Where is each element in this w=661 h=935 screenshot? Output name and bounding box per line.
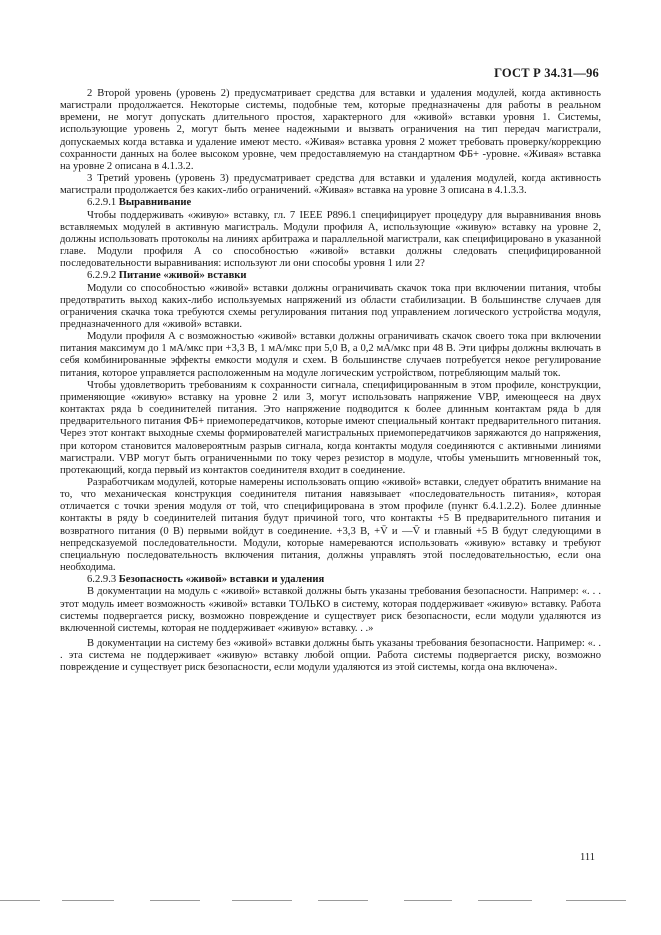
- section-6-2-9-2-paragraph-4: Разработчикам модулей, которые намерены использовать опцию «живой» вставки, следует обратить внимание на то, что механическая конструкция соединителя питания навязывает «последовательность питания», которая отличается с точки зрения модуля от той, что специфицирована в этом профиле (пункт 6.4.1.2.2). Более длинные контакты в ряду b соединителей питания будут причиной того, что контакты +5 В предварительного питания и возвратного питания (0 В) первыми войдут в соединение. +3,3 В, +V̄ и —V̄ и главный +5 В будут следующими в непредсказуемой последовательности. Модули, которые намереваются использовать «живую» вставку и требуют специальную последовательность включения питания, должны управлять этой последовательностью, если она необходима.: [60, 477, 601, 574]
- footer-rule-segment: [0, 900, 40, 901]
- section-6-2-9-2-paragraph-3: Чтобы удовлетворить требованиям к сохранности сигнала, специфицированным в этом профиле, конструкции, применяющие «живую» вставку на уровне 2 или 3, могут использовать напряжение VBP, имеющееся на двух контактах ряда b соединителей питания. Это напряжение подводится к более длинным контактам ряда b для предварительного питания ФБ+ приемопередатчиков, которые имеют специальный контакт предварительного питания. Через этот контакт выходные схемы формирователей магистральных приемопередатчиков заряжаются до напряжения, при котором становится маловероятным разрыв сигнала, когда контакты модуля соединяются с активными линиями магистрали. VBP могут быть ограниченными по току через резистор в модуле, чтобы уменьшить мгновенный ток, протекающий, когда первый из контактов соединителя входит в соединение.: [60, 379, 601, 476]
- section-6-2-9-2-paragraph-1: Модули со способностью «живой» вставки должны ограничивать скачок тока при включении питания, чтобы предотвратить выход каких-либо используемых напряжений из области стабилизации. В большинстве случаев для ограничения скачка тока требуются схемы регулирования питания под управлением логического устройства модуля, предназначенного для «живой» вставки.: [60, 282, 601, 330]
- footer-rule-segment: [404, 900, 452, 901]
- section-6-2-9-3-paragraph-1: В документации на модуль с «живой» вставкой должны быть указаны требования безопасности. Например: «. . . этот модуль имеет возможность «живой» вставки ТОЛЬКО в систему, которая поддерживает «живую» вставку. Работа системы подвергается риску, возможно повреждение и существует риск безопасности, если модули удаляются из включенной системы, которая не поддерживает «живую» вставку. . .»: [60, 586, 601, 634]
- page-number: 111: [580, 852, 595, 863]
- standard-code-header: ГОСТ Р 34.31—96: [494, 66, 599, 80]
- page-body: [60, 88, 601, 675]
- footer-rule-segment: [478, 900, 532, 901]
- footer-rule-segment: [232, 900, 292, 901]
- footer-rule-segment: [62, 900, 114, 901]
- section-6-2-9-2-heading: [60, 270, 601, 282]
- section-6-2-9-1-paragraph: Чтобы поддерживать «живую» вставку, гл. 7 IEEE P896.1 специфицирует процедуру для выравнивания вновь вставляемых модулей в активную магистраль. Модули профиля А, использующие «живую» вставку на уровне 2, должны использовать протоколы на линиях арбитража и параллельной магистрали, как специфицировано в указанной главе. Модули профиля А со способностью «живой» вставки должны следовать специфицированной последовательности выравнивания: используют ли они способы уровня 1 или 2?: [60, 209, 601, 270]
- paragraph-level-2: 2 Второй уровень (уровень 2) предусматривает средства для вставки и удаления модулей, когда активность магистрали продолжается. Некоторые системы, подобные тем, которые предназначены для работы в реальном времени, не могут допускать длительного простоя, характерного для «живой» вставки уровня 1. Системы, использующие уровень 2, могут быть менее надежными и вызвать ограничения на тип передач магистрали, допускаемых когда вставка и удаление имеют место. «Живая» вставка уровня 2 может требовать проверку/коррекцию сохранности данных на более высоком уровне, чем предоставляемую на стандартном ФБ+ -уровне. «Живая» вставка на уровне 2 описана в 4.1.3.2.: [60, 88, 601, 172]
- section-title: Питание «живой» вставки: [118, 270, 247, 282]
- section-number: 6.2.9.2: [87, 270, 117, 282]
- footer-rule-segment: [150, 900, 200, 901]
- section-number: 6.2.9.1: [87, 197, 117, 209]
- footer-rule-segment: [318, 900, 368, 901]
- section-6-2-9-1-heading: [60, 197, 601, 209]
- section-title: Выравнивание: [118, 197, 192, 209]
- section-title: Безопасность «живой» вставки и удаления: [118, 574, 325, 586]
- footer-rule-segment: [566, 900, 626, 901]
- section-6-2-9-3-heading: [60, 574, 601, 586]
- paragraph-level-3: 3 Третий уровень (уровень 3) предусматривает средства для вставки и удаления модулей, когда активность магистрали продолжается без каких-либо ограничений. «Живая» вставка на уровне 3 описана в 4.1.3.3.: [60, 173, 601, 197]
- footer-dashed-rule: [0, 900, 661, 901]
- section-6-2-9-3-paragraph-2: В документации на систему без «живой» вставки должны быть указаны требования безопасности. Например: «. . . эта система не поддерживает «живую» вставку любой опции. Работа системы подвергается риску, возможно повреждение и существует риск безопасности, если модули удаляются из этой системы, когда она включена».: [60, 638, 601, 674]
- section-number: 6.2.9.3: [87, 574, 117, 586]
- section-6-2-9-2-paragraph-2: Модули профиля А с возможностью «живой» вставки должны ограничивать скачок своего тока при включении питания максимум до 1 мА/мкс при +3,3 В, 1 мА/мкс при 5,0 В, а 0,2 мА/мкс при 48 В. Эти цифры должны включать в себя комбинированные эффекты емкости модуля и схем. В большинстве случаев потребуется некое регулирование питания, которое управляется расположенным на модуле логическим устройством, потребляющим малый ток.: [60, 331, 601, 379]
